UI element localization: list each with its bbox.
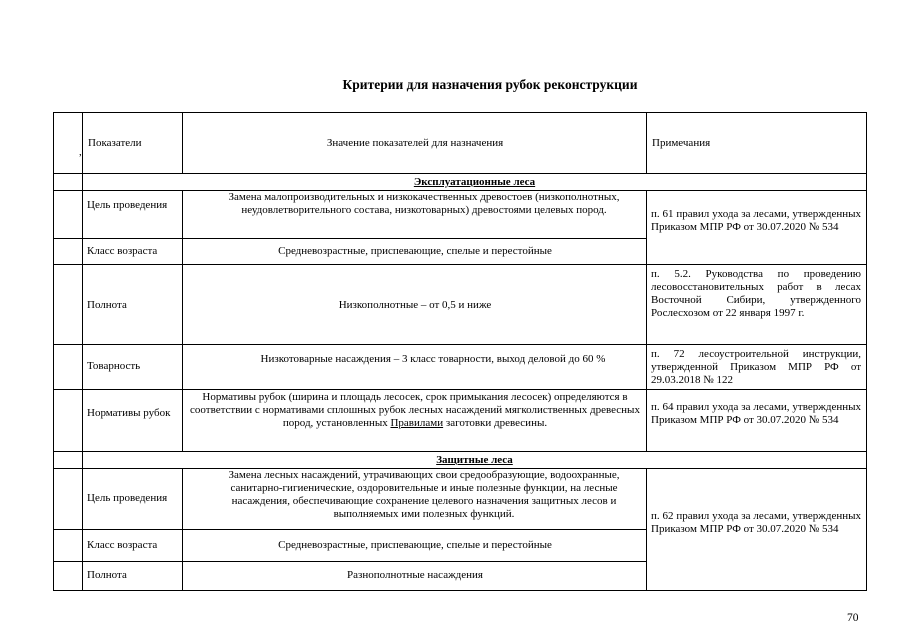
table-row-indicator: Цель проведения	[87, 199, 168, 211]
table-row-indicator: Нормативы рубок	[87, 407, 171, 419]
note-cell: п. 5.2. Руководства по проведению лесовосстановительных работ в лесах Восточной Сибири, утвержденного Рослесхозом от 22 января 1997 г.	[651, 268, 861, 319]
note-cell: п. 61 правил ухода за лесами, утвержденных Приказом МПР РФ от 30.07.2020 № 534	[651, 208, 861, 233]
table-row-value: Разнополнотные насаждения	[346, 569, 483, 581]
table-row-value: Средневозрастные, приспевающие, спелые и перестойные	[278, 245, 552, 257]
table-row-value: Низкополнотные – от 0,5 и ниже	[338, 299, 492, 311]
margin-mark: ,	[79, 146, 82, 158]
table-row-indicator: Цель проведения	[87, 492, 168, 504]
table-row-value: Низкотоварные насаждения – 3 класс товарности, выход деловой до 60 %	[260, 353, 606, 365]
header-value: Значение показателей для назначения	[326, 137, 504, 149]
header-notes: Примечания	[652, 137, 711, 149]
table-row-indicator: Полнота	[87, 299, 127, 311]
table-row-value: Замена лесных насаждений, утрачивающих свои средообразующие, водоохранные, санитарно-гигиенические, оздоровительные и иные полезные функции, на лесные насаждения, обеспечивающие сохранение целевого назначения защитных лесов и выполняемых ими полезных функций.	[228, 469, 620, 520]
table-row-value: Средневозрастные, приспевающие, спелые и перестойные	[278, 539, 552, 551]
table-row-indicator: Товарность	[87, 360, 141, 372]
table-row-indicator: Полнота	[87, 569, 127, 581]
page-title: Критерии для назначения рубок реконструкции	[342, 77, 638, 92]
section-heading-exploitation: Эксплуатационные леса	[413, 176, 536, 188]
table-row-indicator: Класс возраста	[87, 245, 158, 257]
section-heading-protective: Защитные леса	[436, 454, 513, 466]
rules-link[interactable]: Правилами	[390, 417, 444, 429]
table-row-value: Замена малопроизводительных и низкокачественных древостоев (низкополнотных, неудовлетворительного состава, низкотоварных) древостоями целевых пород.	[228, 191, 620, 216]
note-cell: п. 72 лесоустроительной инструкции, утвержденной Приказом МПР РФ от 29.03.2018 № 122	[651, 348, 861, 386]
note-cell: п. 62 правил ухода за лесами, утвержденных Приказом МПР РФ от 30.07.2020 № 534	[651, 510, 861, 535]
page-number: 70	[847, 612, 859, 624]
table-row-value: Нормативы рубок (ширина и площадь лесосек, срок примыкания лесосек) определяются в соответствии с нормативами сплошных рубок лесных насаждений мягколиственных древесных пород, установленных Правилами заготовки древесины.	[190, 391, 640, 429]
header-indicator: Показатели	[88, 137, 142, 149]
note-cell: п. 64 правил ухода за лесами, утвержденных Приказом МПР РФ от 30.07.2020 № 534	[651, 401, 861, 426]
table-row-indicator: Класс возраста	[87, 539, 158, 551]
